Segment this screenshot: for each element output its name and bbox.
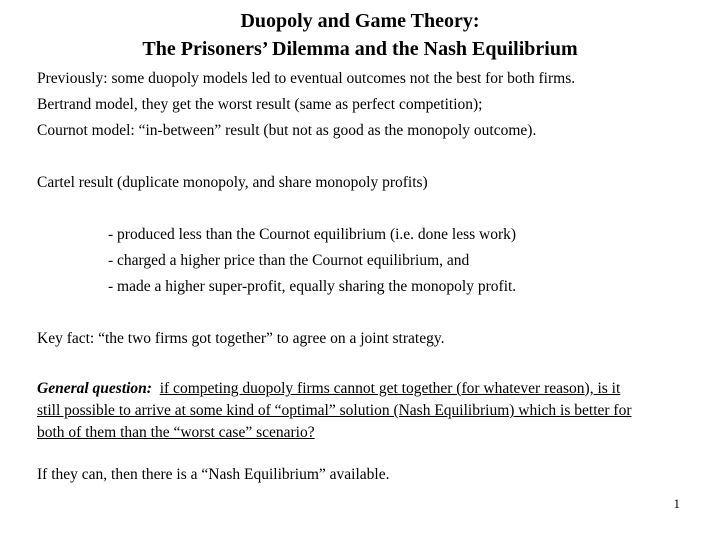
paragraph-key-fact: Key fact: “the two firms got together” to agree on a joint strategy. xyxy=(37,330,445,347)
slide-title xyxy=(0,7,720,63)
title-line-1: Duopoly and Game Theory: xyxy=(240,10,480,32)
spacer xyxy=(37,352,677,378)
spacer xyxy=(37,144,677,170)
paragraph-bertrand: Bertrand model, they get the worst result (same as perfect competition); xyxy=(37,96,483,113)
paragraph-previously: Previously: some duopoly models led to eventual outcomes not the best for both firms. xyxy=(37,70,576,87)
bullet-item: - made a higher super-profit, equally sharing the monopoly profit. xyxy=(108,278,517,295)
paragraph-cartel: Cartel result (duplicate monopoly, and share monopoly profits) xyxy=(37,174,428,191)
page-number: 1 xyxy=(673,496,680,511)
spacer xyxy=(37,300,677,326)
spacer xyxy=(37,196,677,222)
question-lead: General question: xyxy=(37,380,152,397)
bullet-item: - produced less than the Cournot equilibrium (i.e. done less work) xyxy=(108,226,517,243)
paragraph-conclusion: If they can, then there is a “Nash Equilibrium” available. xyxy=(37,466,390,483)
paragraph-cournot: Cournot model: “in-between” result (but not as good as the monopoly outcome). xyxy=(37,122,537,139)
spacer xyxy=(37,444,677,462)
general-question xyxy=(37,378,637,444)
bullet-item: - charged a higher price than the Cournot equilibrium, and xyxy=(108,252,470,269)
slide-body xyxy=(37,66,677,488)
question-text: if competing duopoly firms cannot get together (for whatever reason), is it still possible to arrive at some kind of “optimal” solution (Nash Equilibrium) which is better for both of them than the “worst case” scenario? xyxy=(37,380,632,441)
title-line-2: The Prisoners’ Dilemma and the Nash Equilibrium xyxy=(142,38,578,60)
